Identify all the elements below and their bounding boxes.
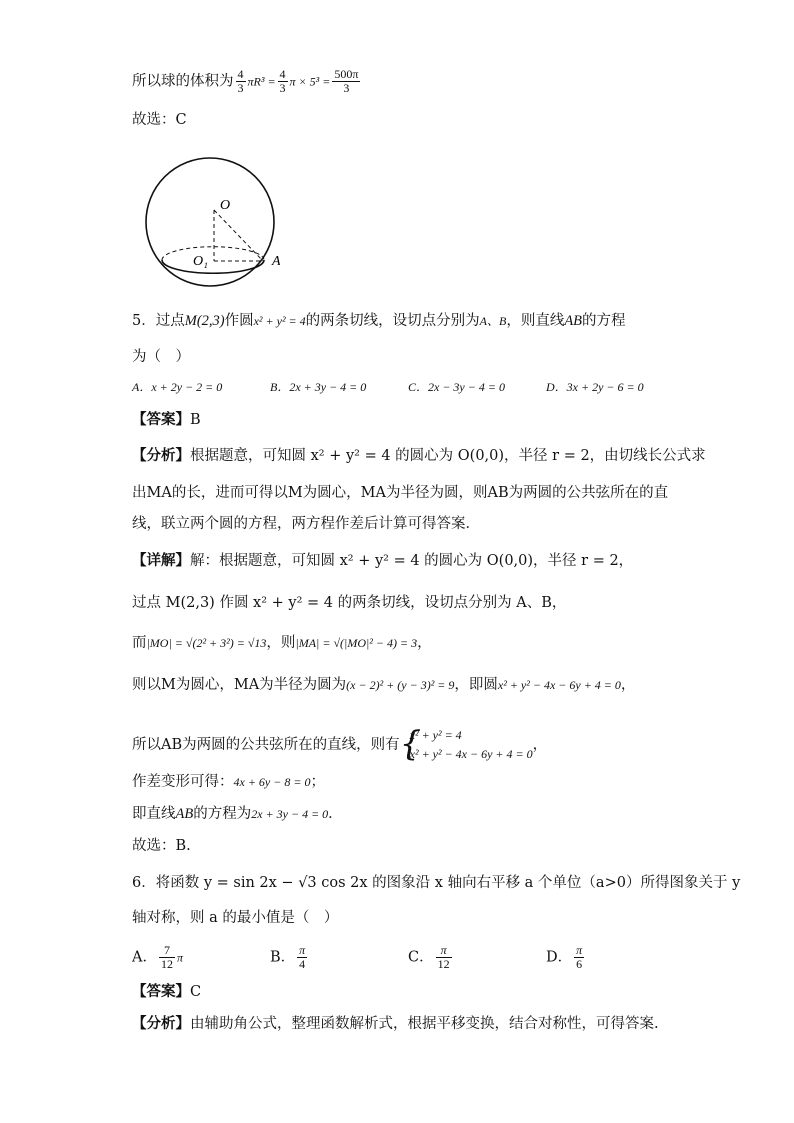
sphere-diagram <box>140 152 280 292</box>
q6-option-a: A． $\frac{7}{12}$ π <box>132 943 183 971</box>
fraction-500pi-3: $\frac{500\pi}{3}$ <box>334 67 359 95</box>
volume-formula-line: 所以球的体积为 $\frac{4}{3}$ πR³ = $\frac{4}{3}$ π × 5³ = $\frac{500\pi}{3}$ <box>132 67 359 95</box>
q5-option-a: A．x + 2y − 2 = 0 <box>132 380 223 394</box>
fraction-4-3-b: $\frac{4}{3}$ <box>279 67 286 95</box>
q5-answer: 【答案】B <box>132 411 201 428</box>
label-a: A <box>272 254 280 269</box>
q6-answer: 【答案】C <box>132 983 202 1000</box>
q6-stem-line1: 6．将函数 y = sin 2x − √3 cos 2x 的图象沿 x 轴向右平移 a 个单位（a>0）所得图象关于 y <box>132 875 741 891</box>
choice-line-c: 故选：C <box>132 112 187 128</box>
q5-detail-1: 【详解】解：根据题意，可知圆 x² + y² = 4 的圆心为 O(0,0)，半径 r = 2， <box>132 552 634 569</box>
section-circle-front <box>162 260 264 273</box>
q5-stem-line2: 为（ ） <box>132 349 190 365</box>
q5-final-choice: 故选：B. <box>132 838 191 854</box>
text-prefix: 所以球的体积为 <box>132 73 234 90</box>
q5-analysis-2: 出MA的长，进而可得以M为圆心，MA为半径为圆，则AB为两圆的公共弦所在的直 <box>132 485 669 501</box>
q5-detail-5: 所以AB为两圆的公共弦所在的直线，则有 { x² + y² = 4 x² + y² − 4x − 6y + 4 = 0 ， <box>132 724 548 764</box>
q6-stem-line2: 轴对称，则 a 的最小值是（ ） <box>132 910 339 926</box>
q5-detail-3: 而|MO| = √(2² + 3²) = √13，则|MA| = √(|MO|² − 4) = 3， <box>132 635 432 651</box>
q5-analysis-1: 【分析】根据题意，可知圆 x² + y² = 4 的圆心为 O(0,0)，半径 r = 2，由切线长公式求 <box>132 447 706 464</box>
q5-option-c: C．2x − 3y − 4 = 0 <box>408 380 505 394</box>
section-circle-back <box>162 247 264 260</box>
q5-options <box>132 377 684 397</box>
q5-option-b: B．2x + 3y − 4 = 0 <box>270 380 367 394</box>
label-o1: O₁ <box>193 254 208 269</box>
q5-detail-4: 则以M为圆心，MA为半径为圆为(x − 2)² + (y − 3)² = 9，即圆x² + y² − 4x − 6y + 4 = 0， <box>132 677 636 693</box>
label-o: O <box>220 198 231 213</box>
equation-system: { x² + y² = 4 x² + y² − 4x − 6y + 4 = 0 <box>399 724 533 764</box>
q5-option-d: D．3x + 2y − 6 = 0 <box>546 380 644 394</box>
sphere-svg <box>140 152 280 292</box>
q5-detail-6: 作差变形可得：4x + 6y − 8 = 0； <box>132 774 325 790</box>
q6-analysis: 【分析】由辅助角公式，整理函数解析式，根据平移变换，结合对称性，可得答案. <box>132 1015 659 1032</box>
q6-option-c: C． $\frac{\pi}{12}$ <box>408 943 450 971</box>
fraction-4-3: $\frac{4}{3}$ <box>237 67 244 95</box>
q6-option-b: B． $\frac{\pi}{4}$ <box>270 943 306 971</box>
segment-o-a <box>214 210 263 261</box>
q5-stem-line1: 5．过点M(2,3)作圆x² + y² = 4的两条切线，设切点分别为A、B，则直线AB的方程 <box>132 313 626 329</box>
q5-analysis-3: 线，联立两个圆的方程，两方程作差后计算可得答案． <box>132 516 480 532</box>
q5-detail-7: 即直线AB的方程为2x + 3y − 4 = 0． <box>132 806 343 822</box>
q5-detail-2: 过点 M(2,3) 作圆 x² + y² = 4 的两条切线，设切点分别为 A、B， <box>132 595 567 611</box>
q6-option-d: D． $\frac{\pi}{6}$ <box>546 943 583 971</box>
q6-options <box>132 944 684 971</box>
